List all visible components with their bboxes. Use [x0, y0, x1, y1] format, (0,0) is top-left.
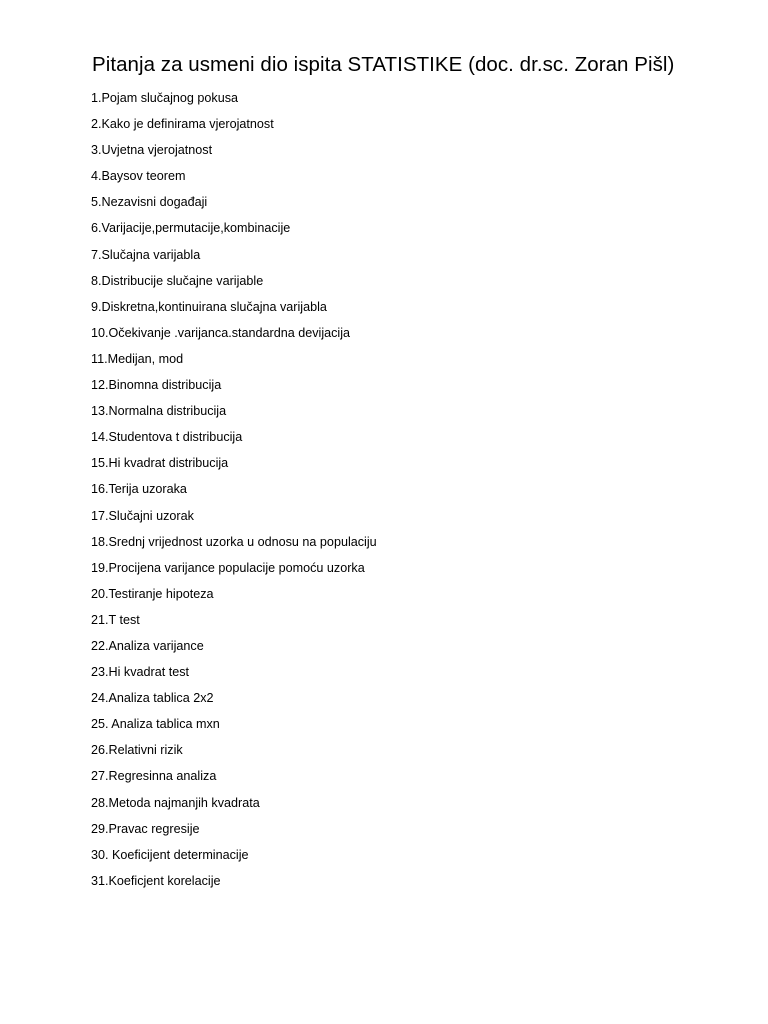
question-item: 28.Metoda najmanjih kvadrata: [91, 795, 260, 810]
question-list: [91, 88, 377, 897]
page-title: Pitanja za usmeni dio ispita STATISTIKE (doc. dr.sc. Zoran Pišl): [92, 53, 675, 76]
question-item: 22.Analiza varijance: [91, 638, 204, 653]
question-item: 11.Medijan, mod: [91, 351, 184, 366]
question-item: 26.Relativni rizik: [91, 743, 183, 758]
question-item: 23.Hi kvadrat test: [91, 665, 189, 680]
question-item: 24.Analiza tablica 2x2: [91, 691, 214, 706]
question-item: 4.Baysov teorem: [91, 169, 186, 184]
question-item: 8.Distribucije slučajne varijable: [91, 273, 264, 288]
question-item: 15.Hi kvadrat distribucija: [91, 456, 229, 471]
question-item: 14.Studentova t distribucija: [91, 430, 243, 445]
question-item: 5.Nezavisni događaji: [91, 195, 208, 210]
question-item: 16.Terija uzoraka: [91, 482, 187, 497]
question-item: 25. Analiza tablica mxn: [91, 717, 220, 732]
question-item: 13.Normalna distribucija: [91, 404, 227, 419]
question-item: 19.Procijena varijance populacije pomoću uzorka: [91, 560, 365, 575]
question-item: 10.Očekivanje .varijanca.standardna devijacija: [91, 325, 351, 340]
question-item: 1.Pojam slučajnog pokusa: [91, 91, 239, 105]
question-item: 20.Testiranje hipoteza: [91, 586, 214, 601]
question-item: 31.Koeficjent korelacije: [91, 873, 221, 888]
question-item: 6.Varijacije,permutacije,kombinacije: [91, 221, 291, 236]
question-item: 18.Srednj vrijednost uzorka u odnosu na populaciju: [91, 534, 377, 549]
question-item: 27.Regresinna analiza: [91, 769, 217, 784]
question-item: 9.Diskretna,kontinuirana slučajna varijabla: [91, 299, 327, 314]
question-item: 3.Uvjetna vjerojatnost: [91, 143, 213, 158]
question-item: 2.Kako je definirama vjerojatnost: [91, 117, 274, 132]
question-item: 29.Pravac regresije: [91, 821, 200, 836]
question-item: 12.Binomna distribucija: [91, 378, 222, 393]
question-item: 21.T test: [91, 612, 140, 627]
question-item: 7.Slučajna varijabla: [91, 247, 201, 262]
question-item: 17.Slučajni uzorak: [91, 508, 194, 523]
question-item: 30. Koeficijent determinacije: [91, 847, 249, 862]
